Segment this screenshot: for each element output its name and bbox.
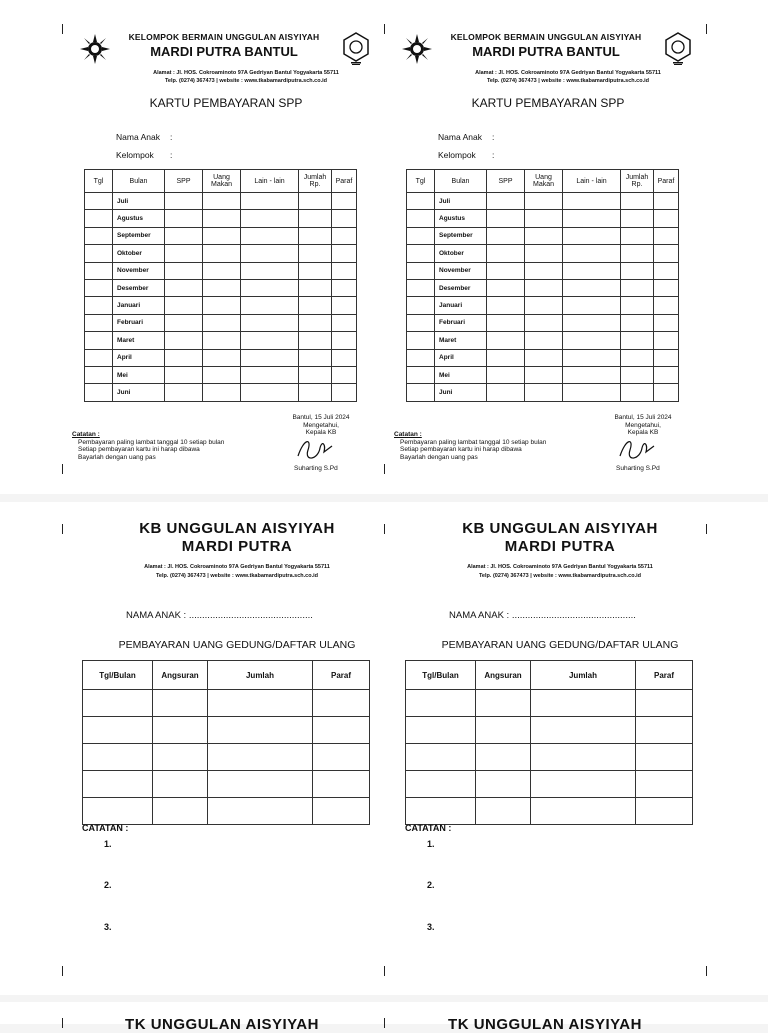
month-cell: November: [435, 262, 487, 279]
month-cell: Mei: [113, 366, 165, 383]
payment-table: [405, 660, 693, 825]
month-cell: Maret: [435, 332, 487, 349]
section-title: PEMBAYARAN UANG GEDUNG/DAFTAR ULANG: [441, 639, 679, 651]
muhammadiyah-sun-logo-icon: [80, 34, 110, 64]
notes: [72, 431, 224, 461]
col-header: Jumlah Rp.: [299, 170, 332, 193]
col-header: Jumlah Rp.: [621, 170, 654, 193]
note-line: Bayarlah dengan uang pas: [400, 453, 478, 461]
note-line: Pembayaran paling lambat tanggal 10 setiap bulan: [78, 438, 225, 446]
gedung-page: [0, 502, 768, 995]
table-row: [407, 193, 679, 210]
address: Alamat : Jl. HOS. Cokroaminoto 97A Gedriyan Bantul Yogyakarta 55711: [153, 70, 339, 76]
month-cell: Januari: [113, 297, 165, 314]
table-row: [83, 744, 370, 771]
school-name: MARDI PUTRA BANTUL: [472, 44, 620, 59]
next-page-partial: [0, 1002, 768, 1033]
month-cell: Agustus: [435, 210, 487, 227]
name-line: NAMA ANAK : ...............................................: [449, 610, 636, 621]
col-header: Paraf: [332, 170, 357, 193]
col-header: Tgl: [85, 170, 113, 193]
month-cell: Agustus: [113, 210, 165, 227]
contact-info: Telp. (0274) 367473 | website : www.tkabamardiputra.sch.co.id: [164, 78, 327, 84]
next-card-title: TK UNGGULAN AISYIYAH: [448, 1016, 642, 1033]
col-header: SPP: [487, 170, 525, 193]
crop-mark: [62, 24, 63, 34]
notes-title: Catatan :: [394, 431, 422, 438]
note-line: Bayarlah dengan uang pas: [78, 453, 156, 461]
table-row: [407, 245, 679, 262]
acknowledged: Mengetahui,: [303, 421, 339, 429]
position: Kepala KB: [305, 429, 337, 436]
note-number: 2.: [104, 880, 112, 890]
col-header: Paraf: [313, 661, 370, 690]
col-header: Jumlah: [531, 661, 636, 690]
col-header: Angsuran: [476, 661, 531, 690]
group-field: [116, 150, 172, 160]
month-cell: September: [113, 227, 165, 244]
crop-mark: [384, 1018, 385, 1028]
note-number: 3.: [427, 922, 435, 932]
crop-mark: [384, 24, 385, 34]
muhammadiyah-sun-logo-icon: [402, 34, 432, 64]
colon: :: [492, 132, 495, 142]
table-row: [83, 690, 370, 717]
name-field: [438, 132, 494, 142]
table-row: [407, 366, 679, 383]
spp-table: [84, 169, 357, 402]
org-line: KELOMPOK BERMAIN UNGGULAN AISYIYAH: [128, 32, 320, 42]
table-row: [407, 210, 679, 227]
colon: :: [492, 150, 495, 160]
table-row: [85, 210, 357, 227]
table-row: [85, 262, 357, 279]
month-cell: Juli: [113, 193, 165, 210]
col-header: Tgl/Bulan: [83, 661, 153, 690]
month-cell: Februari: [113, 314, 165, 331]
month-cell: September: [435, 227, 487, 244]
crop-mark: [62, 464, 63, 474]
name-label: Nama Anak: [116, 132, 160, 142]
notes-title: CATATAN :: [82, 823, 129, 833]
name-label: Nama Anak: [438, 132, 482, 142]
col-header: Tgl/Bulan: [406, 661, 476, 690]
card-title: KARTU PEMBAYARAN SPP: [149, 96, 303, 110]
gedung-card-right: [405, 502, 715, 992]
school-name: MARDI PUTRA BANTUL: [150, 44, 298, 59]
table-row: [85, 193, 357, 210]
month-cell: November: [113, 262, 165, 279]
name-field: [116, 132, 172, 142]
note-line: Setiap pembayaran kartu ini harap dibawa: [400, 446, 522, 453]
card-title-line2: MARDI PUTRA: [181, 538, 293, 555]
group-label: Kelompok: [438, 150, 476, 160]
month-cell: Juni: [435, 384, 487, 401]
col-header: Uang Makan: [203, 170, 241, 193]
table-row: [407, 279, 679, 296]
table-row: [407, 262, 679, 279]
notes: [394, 431, 546, 461]
contact-info: Telp. (0274) 367473 | website : www.tkabamardiputra.sch.co.id: [478, 573, 641, 579]
table-row: [83, 771, 370, 798]
month-cell: Oktober: [113, 245, 165, 262]
col-header: Jumlah: [208, 661, 313, 690]
spp-card-right: [388, 0, 688, 480]
position: Kepala KB: [627, 429, 659, 436]
acknowledged: Mengetahui,: [625, 421, 661, 429]
note-number: 3.: [104, 922, 112, 932]
month-cell: Juli: [435, 193, 487, 210]
notes-title: CATATAN :: [405, 823, 452, 833]
month-cell: April: [113, 349, 165, 366]
col-header: Paraf: [654, 170, 679, 193]
month-cell: Februari: [435, 314, 487, 331]
table-row: [83, 798, 370, 825]
spp-table: [406, 169, 679, 402]
card-title-line2: MARDI PUTRA: [504, 538, 616, 555]
month-cell: Oktober: [435, 245, 487, 262]
table-row: [85, 332, 357, 349]
table-row: [407, 297, 679, 314]
table-row: [85, 314, 357, 331]
place-date: Bantul, 15 Juli 2024: [614, 414, 672, 421]
aisyiyah-logo-icon: [341, 32, 371, 66]
table-row: [85, 279, 357, 296]
spp-page: [0, 0, 768, 494]
contact-info: Telp. (0274) 367473 | website : www.tkabamardiputra.sch.co.id: [155, 573, 318, 579]
table-row: [406, 717, 693, 744]
table-row: [407, 227, 679, 244]
address: Alamat : Jl. HOS. Cokroaminoto 97A Gedriyan Bantul Yogyakarta 55711: [475, 70, 661, 76]
signer-name: Suharting S.Pd: [294, 465, 338, 472]
address: Alamat : Jl. HOS. Cokroaminoto 97A Gedriyan Bantul Yogyakarta 55711: [144, 564, 330, 570]
col-header: SPP: [165, 170, 203, 193]
signature-scribble: [294, 434, 334, 466]
col-header: Tgl: [407, 170, 435, 193]
table-row: [85, 366, 357, 383]
table-row: [407, 349, 679, 366]
signer-name: Suharting S.Pd: [616, 465, 660, 472]
contact-info: Telp. (0274) 367473 | website : www.tkabamardiputra.sch.co.id: [486, 78, 649, 84]
card-title: KARTU PEMBAYARAN SPP: [471, 96, 625, 110]
month-cell: Desember: [435, 279, 487, 296]
colon: :: [170, 132, 173, 142]
note-number: 1.: [427, 839, 435, 849]
col-header: Uang Makan: [525, 170, 563, 193]
note-number: 1.: [104, 839, 112, 849]
section-title: PEMBAYARAN UANG GEDUNG/DAFTAR ULANG: [118, 639, 356, 651]
org-line: KELOMPOK BERMAIN UNGGULAN AISYIYAH: [450, 32, 642, 42]
crop-mark: [62, 1018, 63, 1028]
table-row: [85, 227, 357, 244]
table-row: [85, 245, 357, 262]
table-row: [407, 314, 679, 331]
next-card-title: TK UNGGULAN AISYIYAH: [125, 1016, 319, 1033]
payment-table: [82, 660, 370, 825]
table-row: [85, 297, 357, 314]
signature-scribble: [616, 434, 656, 466]
table-row: [85, 384, 357, 401]
crop-mark: [384, 464, 385, 474]
table-row: [407, 384, 679, 401]
month-cell: Mei: [435, 366, 487, 383]
group-label: Kelompok: [116, 150, 154, 160]
name-line: NAMA ANAK : ...............................................: [126, 610, 313, 621]
col-header: Angsuran: [153, 661, 208, 690]
month-cell: Maret: [113, 332, 165, 349]
place-date: Bantul, 15 Juli 2024: [292, 414, 350, 421]
crop-mark: [62, 966, 63, 976]
month-cell: April: [435, 349, 487, 366]
crop-mark: [706, 24, 707, 34]
month-cell: Desember: [113, 279, 165, 296]
notes-title: Catatan :: [72, 431, 100, 438]
note-line: Setiap pembayaran kartu ini harap dibawa: [78, 446, 200, 453]
col-header: Lain - lain: [563, 170, 621, 193]
col-header: Lain - lain: [241, 170, 299, 193]
address: Alamat : Jl. HOS. Cokroaminoto 97A Gedriyan Bantul Yogyakarta 55711: [467, 564, 653, 570]
crop-mark: [62, 524, 63, 534]
month-cell: Juni: [113, 384, 165, 401]
table-row: [406, 771, 693, 798]
col-header: Bulan: [113, 170, 165, 193]
col-header: Bulan: [435, 170, 487, 193]
table-row: [406, 744, 693, 771]
month-cell: Januari: [435, 297, 487, 314]
group-field: [438, 150, 494, 160]
note-line: Pembayaran paling lambat tanggal 10 setiap bulan: [400, 438, 547, 446]
col-header: Paraf: [636, 661, 693, 690]
table-row: [83, 717, 370, 744]
note-number: 2.: [427, 880, 435, 890]
colon: :: [170, 150, 173, 160]
table-row: [406, 690, 693, 717]
table-row: [406, 798, 693, 825]
table-row: [407, 332, 679, 349]
card-title-line1: KB UNGGULAN AISYIYAH: [462, 520, 658, 537]
spp-card-left: [66, 0, 366, 480]
card-title-line1: KB UNGGULAN AISYIYAH: [139, 520, 335, 537]
table-row: [85, 349, 357, 366]
aisyiyah-logo-icon: [663, 32, 693, 66]
gedung-card-left: [82, 502, 392, 992]
